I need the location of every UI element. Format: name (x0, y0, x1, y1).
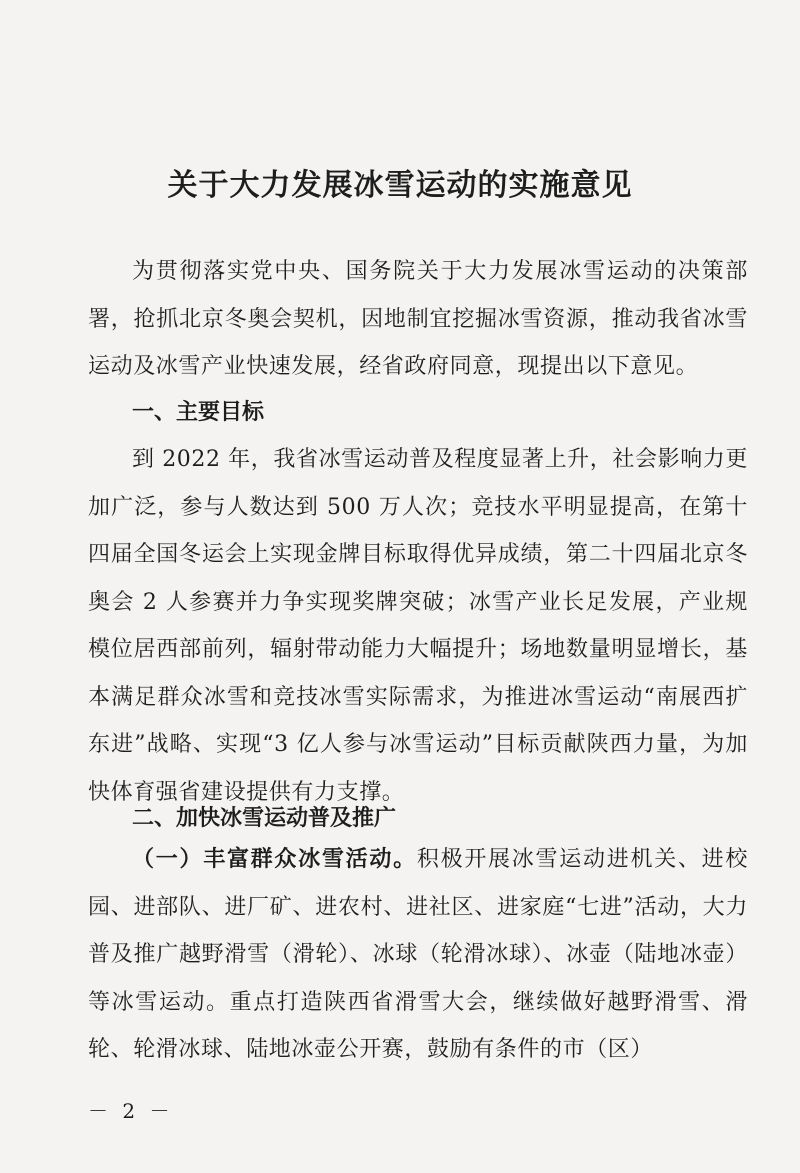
section-heading-goals: 一、主要目标 (132, 399, 265, 425)
intro-paragraph: 为贯彻落实党中央、国务院关于大力发展冰雪运动的决策部署，抢抓北京冬奥会契机，因地制宜挖掘冰雪资源，推动我省冰雪运动及冰雪产业快速发展，经省政府同意，现提出以下意见。 (88, 259, 748, 379)
section-heading-promotion: 二、加快冰雪运动普及推广 (132, 805, 397, 831)
goals-paragraph: 到 2022 年，我省冰雪运动普及程度显著上升，社会影响力更加广泛，参与人数达到 500 万人次；竞技水平明显提高，在第十四届全国冬运会上实现金牌目标取得优异成绩，第二十四届北京冬奥会 2 人参赛并力争实现奖牌突破；冰雪产业长足发展，产业规模位居西部前列，辐射带动能力大幅提升；场地数量明显增长，基本满足群众冰雪和竞技冰雪实际需求，为推进冰雪运动“南展西扩东进”战略、实现“3 亿人参与冰雪运动”目标贡献陕西力量，为加快体育强省建设提供有力支撑。 (88, 447, 748, 805)
subsection-text: 积极开展冰雪运动进机关、进校园、进部队、进厂矿、进农村、进社区、进家庭“七进”活动，大力普及推广越野滑雪（滑轮）、冰球（轮滑冰球）、冰壶（陆地冰壶）等冰雪运动。重点打造陕西省滑雪大会，继续做好越野滑雪、滑轮、轮滑冰球、陆地冰壶公开赛，鼓励有条件的市（区） (88, 847, 749, 1062)
document-title: 关于大力发展冰雪运动的实施意见 (167, 168, 633, 203)
page-number: － 2 － (88, 1099, 174, 1123)
subsection-lead: （一）丰富群众冰雪活动。 (132, 846, 417, 872)
promotion-paragraph (88, 836, 748, 1074)
